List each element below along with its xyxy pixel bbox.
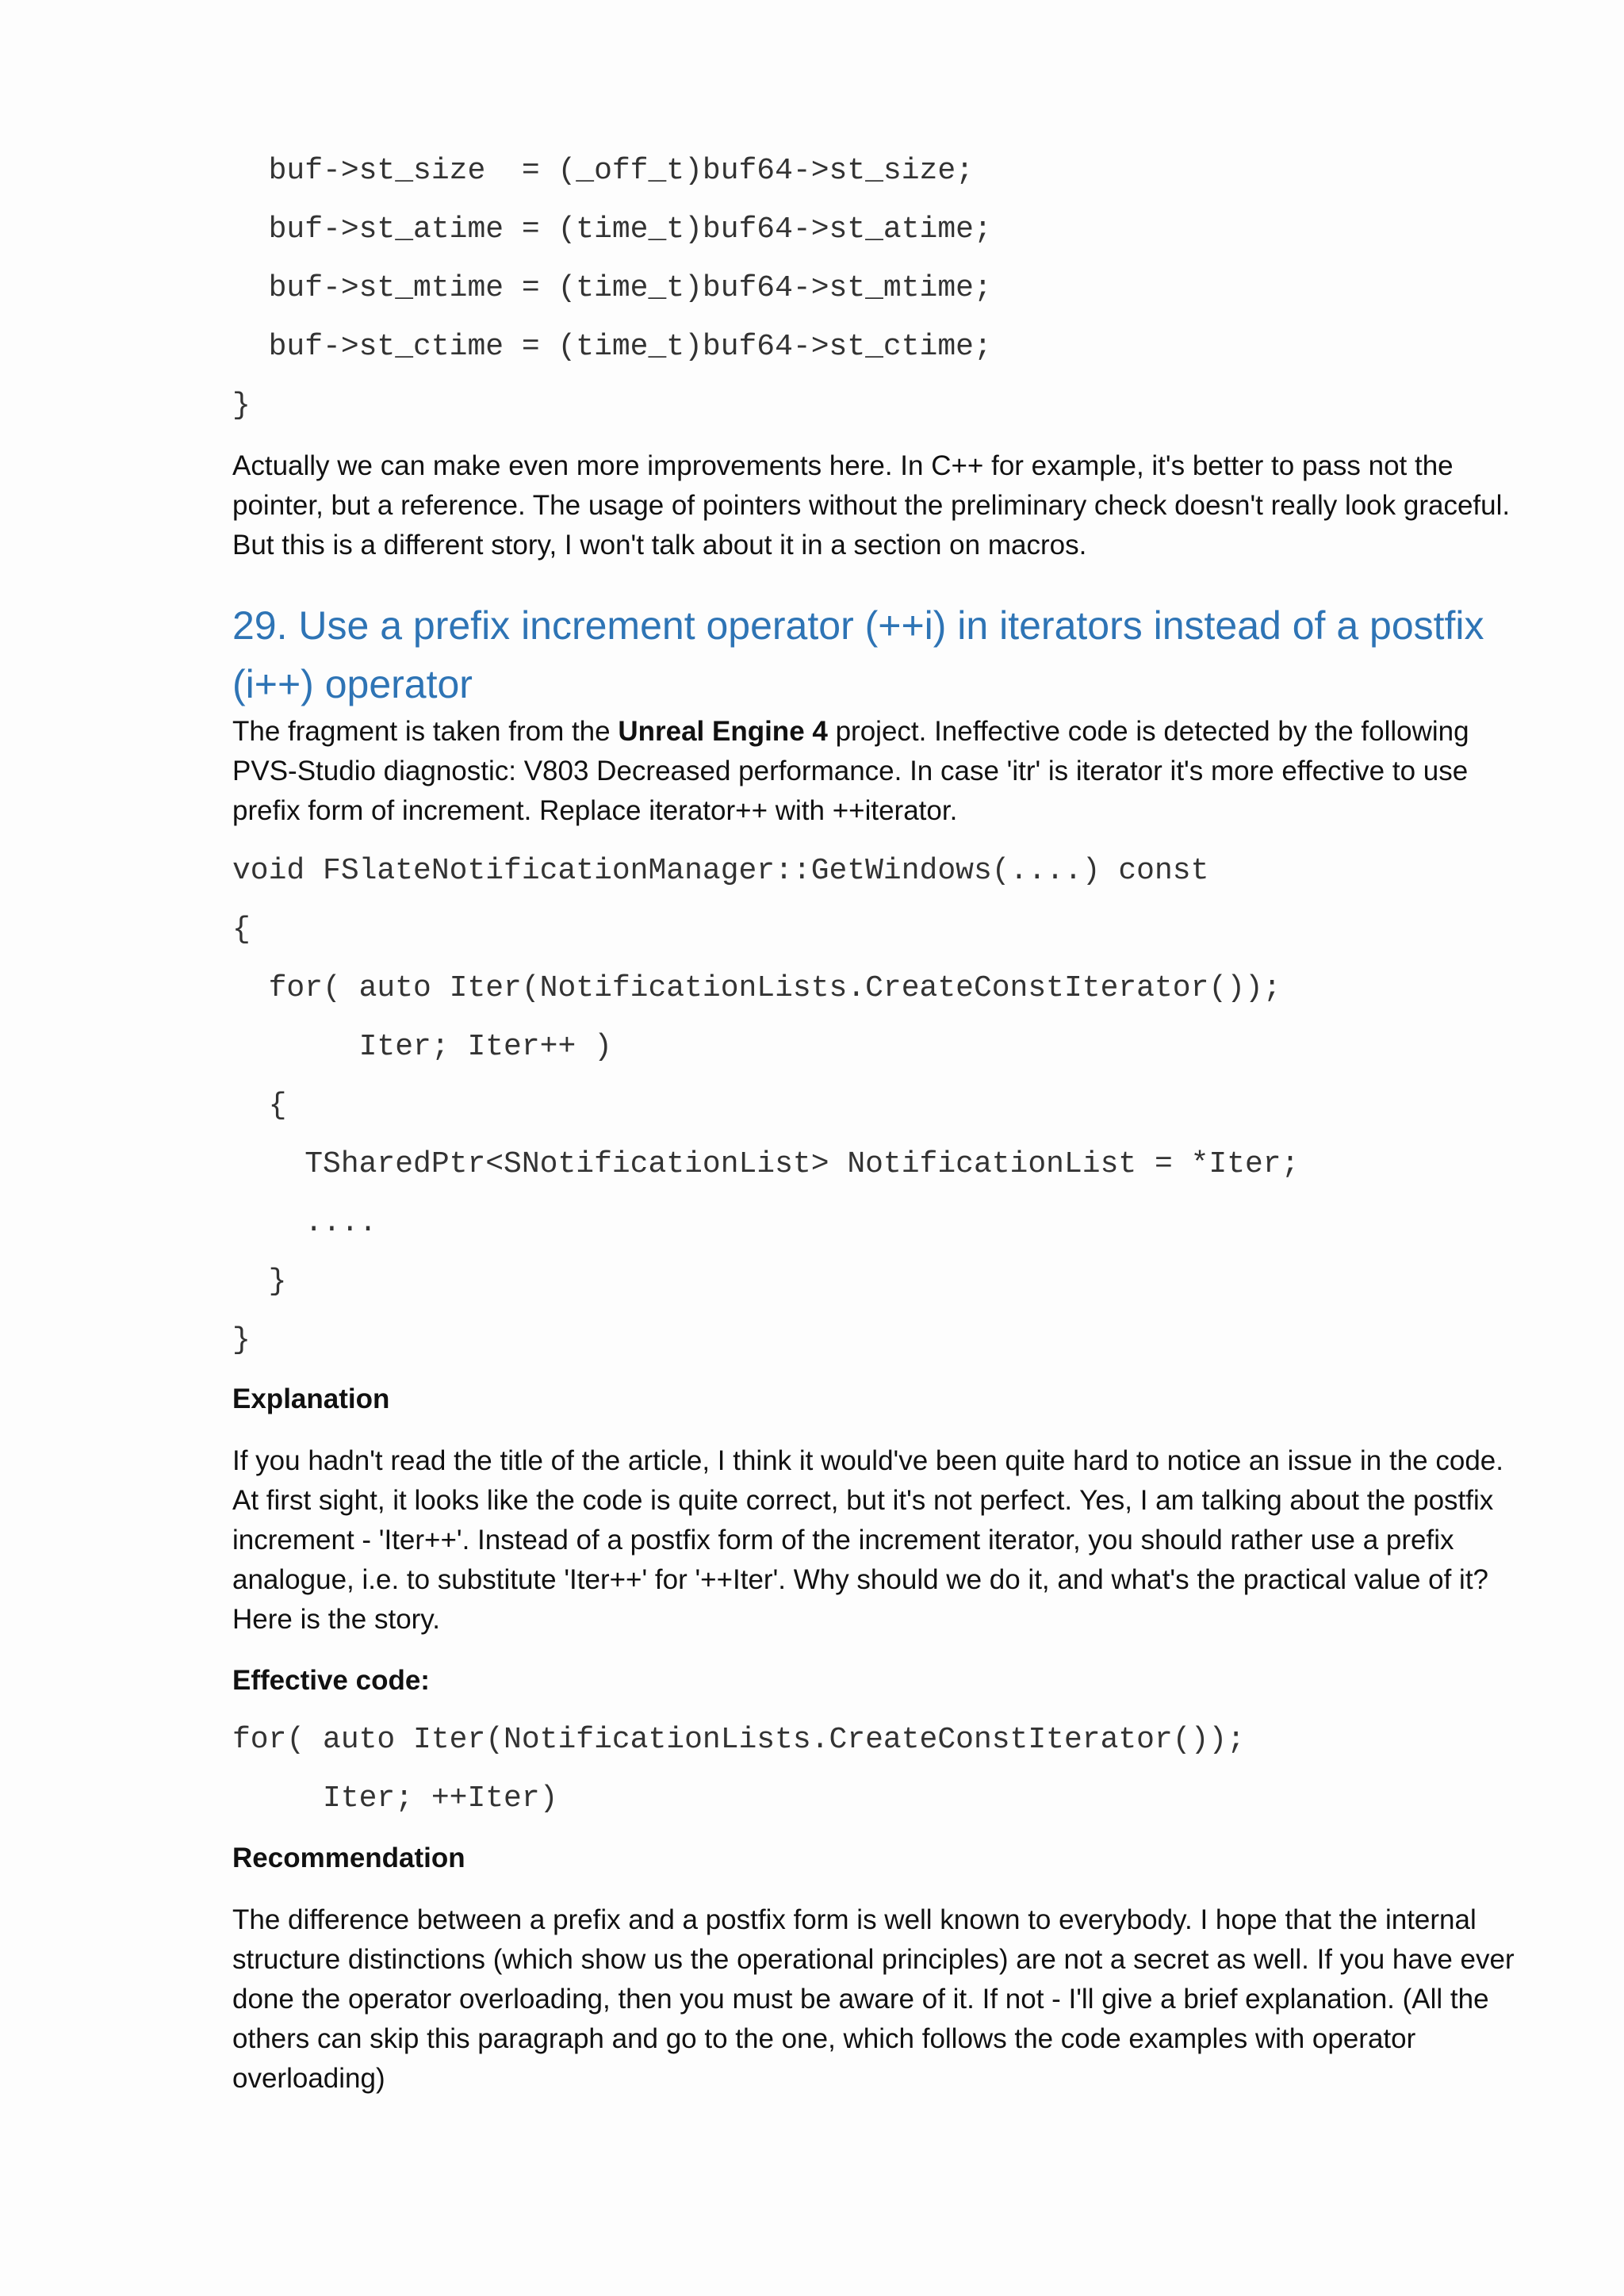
recommendation-label: Recommendation	[232, 1843, 465, 1873]
code-line: TSharedPtr<SNotificationList> NotificationList = *Iter;	[232, 1147, 1300, 1181]
project-name: Unreal Engine 4	[618, 716, 828, 747]
code-line: }	[232, 1265, 287, 1299]
code-line: void FSlateNotificationManager::GetWindows(....) const	[232, 854, 1209, 888]
code-line: }	[232, 388, 251, 423]
section-heading: 29. Use a prefix increment operator (++i) in iterators instead of a postfix (i++) operator	[232, 603, 1484, 706]
intro-text-after: project. Ineffective code is detected by the following PVS-Studio diagnostic: V803 Decreased performance. In case 'itr' is iterator it's more effective to use prefix form of increment. Replace iterator++ with ++iterator.	[232, 716, 1469, 826]
code-block-effective	[232, 1711, 1245, 1828]
code-line: ....	[232, 1206, 377, 1240]
code-line: buf->st_ctime = (time_t)buf64->st_ctime;	[232, 330, 992, 364]
code-line: {	[232, 913, 251, 947]
code-line: buf->st_size = (_off_t)buf64->st_size;	[232, 154, 974, 188]
code-line: for( auto Iter(NotificationLists.CreateConstIterator());	[232, 1723, 1246, 1757]
paragraph-recommendation: The difference between a prefix and a postfix form is well known to everybody. I hope that the internal structure distinctions (which show us the operational principles) are not a secret as well. If you have ever done the operator overloading, then you must be aware of it. If not - I'll give a brief explanation. (All the others can skip this paragraph and go to the one, which follows the code examples with operator overloading)	[232, 1904, 1515, 2094]
code-line: for( auto Iter(NotificationLists.CreateConstIterator());	[232, 971, 1281, 1005]
code-line: Iter; Iter++ )	[232, 1030, 612, 1064]
code-line: {	[232, 1089, 287, 1123]
explanation-label: Explanation	[232, 1383, 390, 1414]
code-line: Iter; ++Iter)	[232, 1781, 558, 1816]
code-line: }	[232, 1323, 251, 1357]
effective-code-label: Effective code:	[232, 1665, 430, 1696]
paragraph-improvements: Actually we can make even more improvements here. In C++ for example, it's better to pass not the pointer, but a reference. The usage of pointers without the preliminary check doesn't really look graceful. But this is a different story, I won't talk about it in a section on macros.	[232, 450, 1511, 561]
paragraph-intro	[232, 712, 1517, 831]
code-line: buf->st_mtime = (time_t)buf64->st_mtime;	[232, 271, 992, 305]
paragraph-explanation: If you hadn't read the title of the article, I think it would've been quite hard to notice an issue in the code. At first sight, it looks like the code is quite correct, but it's not perfect. Yes, I am talking about the postfix increment - 'Iter++'. Instead of a postfix form of the increment iterator, you should rather use a prefix analogue, i.e. to substitute 'Iter++' for '++Iter'. Why should we do it, and what's the practical value of it? Here is the story.	[232, 1445, 1503, 1635]
code-block-get-windows	[232, 842, 1299, 1370]
intro-text-before: The fragment is taken from the	[232, 716, 619, 747]
code-block-stat-assignments	[232, 142, 992, 435]
code-line: buf->st_atime = (time_t)buf64->st_atime;	[232, 212, 992, 247]
